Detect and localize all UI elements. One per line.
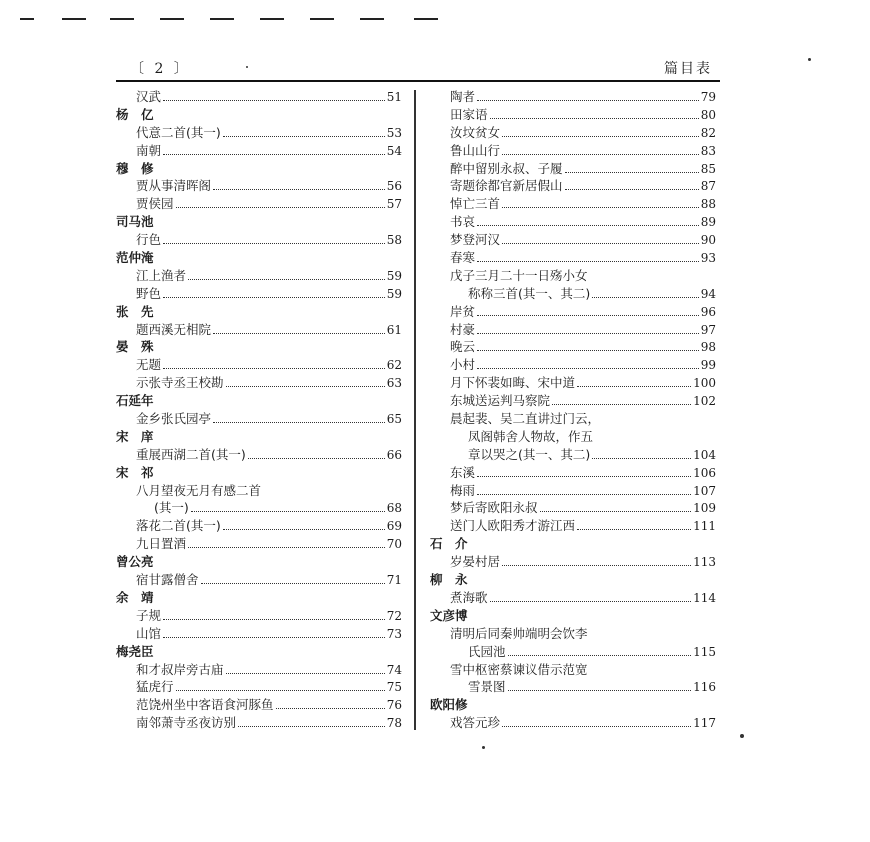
toc-entry-title: 鲁山山行 [450,142,501,158]
dot-leader [540,511,692,512]
dot-leader [223,136,385,137]
toc-entry-title: (其一) [154,500,189,516]
toc-page-number: 83 [700,143,716,158]
scan-speck [246,66,248,68]
toc-author: 宋 庠 [116,428,154,444]
toc-page-number: 102 [693,394,716,409]
toc-page-number: 57 [386,197,402,212]
toc-entry [116,321,402,339]
toc-entry-title: 送门人欧阳秀才游江西 [450,518,576,534]
dot-leader [502,154,699,155]
toc-author: 石 介 [430,536,468,552]
toc-entry-title: 氏园池 [468,643,506,659]
toc-entry-title: 无题 [136,357,162,373]
toc-entry-title: 汉武 [136,89,162,104]
toc-entry-title: 行色 [136,232,162,248]
toc-entry [430,160,716,178]
page-header [122,58,718,80]
toc-entry-title: 代意二首(其一) [136,124,221,140]
dot-leader [213,189,385,190]
toc-title-line: 戊子三月二十一日殇小女 [450,267,588,283]
toc-entry-title: 梅雨 [450,482,476,498]
toc-page-number: 97 [700,322,716,337]
toc-page-number: 75 [386,680,402,695]
toc-page-number: 111 [693,519,716,534]
toc-entry [116,661,402,679]
toc-entry [430,177,716,195]
toc-entry [430,374,716,392]
toc-entry-title: 贾从事清晖阁 [136,178,212,194]
toc-entry [430,446,716,464]
toc-entry-title: 岁晏村居 [450,554,501,570]
dot-leader [191,511,385,512]
toc-entry [116,142,402,160]
toc-entry-title: 金乡张氏园亭 [136,411,212,427]
toc-entry [430,464,716,482]
dot-leader [502,726,691,727]
toc-title-line: 清明后同秦帅端明会饮李 [450,625,588,641]
toc-entry [430,714,716,732]
toc-entry [430,553,716,571]
toc-entry [116,446,402,464]
toc-entry [430,321,716,339]
toc-page-number: 61 [386,322,402,337]
toc-entry-title: 田家语 [450,106,488,122]
toc-entry [116,231,402,249]
toc-page-number: 85 [700,161,716,176]
toc-entry [116,714,402,732]
toc-page-number: 109 [693,501,716,516]
toc-page-number: 65 [386,412,402,427]
toc-entry-title: 煮海歌 [450,589,488,605]
toc-entry-title: 汝坟贫女 [450,124,501,140]
toc-entry-title: 梦登河汉 [450,232,501,248]
dot-leader [490,601,692,602]
toc-page-number: 54 [386,143,402,158]
toc-entry [430,303,716,321]
dot-leader [477,476,691,477]
toc-entry-title: 江上渔者 [136,267,187,283]
dot-leader [226,673,385,674]
dot-leader [201,583,385,584]
dot-leader [477,350,699,351]
dot-leader [565,172,699,173]
toc-page-number: 62 [386,358,402,373]
page-number: 〔 2 〕 [130,61,191,77]
toc-entry-title: 野色 [136,285,162,301]
toc-entry-title: 小村 [450,357,476,373]
toc-page-number: 87 [700,179,716,194]
toc-entry-title: 晚云 [450,339,476,355]
toc-page-number: 74 [386,662,402,677]
toc-entry-title: 贾侯园 [136,196,174,212]
dot-leader [477,100,699,101]
toc-entry [116,535,402,553]
dot-leader [163,619,385,620]
toc-page-number: 96 [700,304,716,319]
toc-entry [430,678,716,696]
toc-author: 曾公亮 [116,554,154,570]
toc-author: 穆 修 [116,160,154,176]
toc-entry [430,338,716,356]
toc-entry-title: 雪景图 [468,679,506,695]
toc-page-number: 69 [386,519,402,534]
toc-entry [430,124,716,142]
toc-entry [116,195,402,213]
toc-page-number: 99 [700,358,716,373]
toc-page-number: 90 [700,233,716,248]
column-divider [414,90,416,730]
toc-entry-title: 戏答元珍 [450,715,501,731]
toc-entry-title: 春寒 [450,250,476,266]
toc-entry-title: 寄题徐都官新居假山 [450,178,563,194]
dot-leader [508,655,692,656]
scan-speck [482,746,485,749]
toc-entry-title: 章以哭之(其一、其二) [468,446,591,462]
toc-entry [430,231,716,249]
toc-page-number: 78 [386,716,402,731]
toc-page-number: 93 [700,251,716,266]
dot-leader [502,565,691,566]
toc-page-number: 88 [700,197,716,212]
toc-entry-title: 称称三首(其一、其二) [468,285,591,301]
dot-leader [552,404,691,405]
dot-leader [163,368,385,369]
toc-author: 柳 永 [430,572,468,588]
toc-entry-title: 醉中留别永叔、子履 [450,160,563,176]
toc-page-number: 116 [693,680,716,695]
toc-entry-title: 村豪 [450,321,476,337]
dot-leader [176,690,385,691]
toc-entry [116,356,402,374]
toc-entry-title: 题西溪无相院 [136,321,212,337]
scan-speck [740,734,744,738]
toc-entry-title: 范饶州坐中客语食河豚鱼 [136,697,274,713]
dot-leader [502,243,699,244]
toc-page-number: 113 [693,555,716,570]
toc-entry-title: 南邻萧寺丞夜访别 [136,715,237,731]
toc-author: 梅尧臣 [116,643,154,659]
dot-leader [213,422,385,423]
toc-author: 杨 亿 [116,106,154,122]
toc-page-number: 82 [700,125,716,140]
toc-entry [116,517,402,535]
dot-leader [188,547,385,548]
toc-entry-title: 陶者 [450,89,476,104]
toc-page-number: 53 [386,125,402,140]
toc-author: 石延年 [116,393,154,409]
toc-entry-title: 书哀 [450,214,476,230]
dot-leader [577,529,691,530]
toc-page-number: 106 [693,465,716,480]
toc-entry [430,356,716,374]
toc-page-number: 63 [386,376,402,391]
toc-entry [430,589,716,607]
toc-author: 张 先 [116,303,154,319]
toc-entry-title: 悼亡三首 [450,196,501,212]
left-column [116,88,402,732]
toc-page-number: 94 [700,286,716,301]
top-edge-marks [20,18,450,22]
toc-page-number: 76 [386,698,402,713]
toc-page-number: 80 [700,107,716,122]
toc-entry [116,88,402,106]
toc-author: 宋 祁 [116,464,154,480]
dot-leader [502,136,699,137]
toc-author: 晏 殊 [116,339,154,355]
toc-title-line: 八月望夜无月有感二首 [136,482,262,498]
dot-leader [248,458,385,459]
toc-entry [116,625,402,643]
toc-page-number: 117 [693,716,716,731]
toc-entry [430,249,716,267]
toc-entry-title: 九日置酒 [136,536,187,552]
toc-entry-title: 子规 [136,607,162,623]
toc-entry [116,607,402,625]
toc-page-number: 51 [386,90,402,104]
toc-page-number: 114 [693,590,716,605]
toc-entry-title: 梦后寄欧阳永叔 [450,500,538,516]
dot-leader [226,386,385,387]
toc-title-line: 凤阁韩舍人物故，作五 [468,428,594,444]
toc-entry [430,392,716,410]
dot-leader [477,225,699,226]
toc-page-number: 59 [386,268,402,283]
dot-leader [592,297,698,298]
toc-entry [430,142,716,160]
right-column [430,88,716,732]
dot-leader [477,315,699,316]
toc-author: 司马池 [116,214,154,230]
toc-page-number: 70 [386,537,402,552]
toc-page-number: 115 [693,644,716,659]
toc-page-number: 89 [700,215,716,230]
dot-leader [238,726,385,727]
toc-entry [430,482,716,500]
header-rule [116,80,720,82]
scan-speck [808,58,811,61]
toc-entry [116,285,402,303]
toc-entry-title: 南朝 [136,142,162,158]
dot-leader [163,243,385,244]
toc-entry [116,499,402,517]
toc-author: 文彦博 [430,607,468,623]
toc-entry-title: 和才叔岸旁古庙 [136,661,224,677]
dot-leader [565,189,699,190]
toc-entry [430,88,716,106]
dot-leader [508,690,692,691]
toc-entry [430,499,716,517]
toc-entry-title: 东溪 [450,464,476,480]
toc-entry-title: 猛虎行 [136,679,174,695]
dot-leader [276,708,385,709]
toc-entry [430,106,716,124]
toc-page-number: 56 [386,179,402,194]
toc-author: 欧阳修 [430,697,468,713]
toc-page-number: 100 [693,376,716,391]
dot-leader [188,279,385,280]
toc-page-number: 79 [700,90,716,104]
toc-entry [430,213,716,231]
toc-entry [116,267,402,285]
toc-author: 范仲淹 [116,250,154,266]
toc-entry-title: 重展西湖二首(其一) [136,446,246,462]
dot-leader [490,118,699,119]
dot-leader [163,154,385,155]
toc-page-number: 98 [700,340,716,355]
dot-leader [592,458,691,459]
dot-leader [176,207,385,208]
dot-leader [477,261,699,262]
toc-title-line: 晨起裴、吴二直讲过门云， [450,411,601,427]
dot-leader [163,637,385,638]
toc-entry-title: 月下怀裴如晦、宋中道 [450,375,576,391]
toc-author: 余 靖 [116,589,154,605]
toc-entry-title: 宿甘露僧舍 [136,572,199,588]
dot-leader [502,207,699,208]
toc-page-number: 59 [386,286,402,301]
dot-leader [213,333,385,334]
toc-entry [430,643,716,661]
dot-leader [477,494,691,495]
toc-entry [116,124,402,142]
toc-page-number: 68 [386,501,402,516]
toc-page-number: 71 [386,573,402,588]
dot-leader [477,333,699,334]
toc-entry [116,678,402,696]
dot-leader [577,386,691,387]
toc-title-line: 雪中枢密蔡谏议借示范宽 [450,661,588,677]
toc-entry [430,195,716,213]
toc-entry [116,374,402,392]
toc-entry [116,410,402,428]
toc-page-number: 66 [386,447,402,462]
dot-leader [477,368,699,369]
dot-leader [163,297,385,298]
toc-page-number: 72 [386,608,402,623]
dot-leader [163,100,385,101]
toc-page-number: 58 [386,233,402,248]
toc-entry-title: 岸贫 [450,303,476,319]
toc-entry-title: 东城送运判马察院 [450,393,551,409]
toc-entry-title: 示张寺丞王校勘 [136,375,224,391]
toc-entry [430,517,716,535]
toc-entry [116,696,402,714]
toc-entry-title: 落花二首(其一) [136,518,221,534]
toc-page-number: 107 [693,483,716,498]
dot-leader [223,529,385,530]
toc-page-number: 104 [693,447,716,462]
toc-entry-title: 山馆 [136,625,162,641]
toc-entry [116,177,402,195]
toc-entry [116,571,402,589]
toc-entry [430,285,716,303]
toc-page-number: 73 [386,626,402,641]
running-title: 篇目表 [664,61,712,77]
